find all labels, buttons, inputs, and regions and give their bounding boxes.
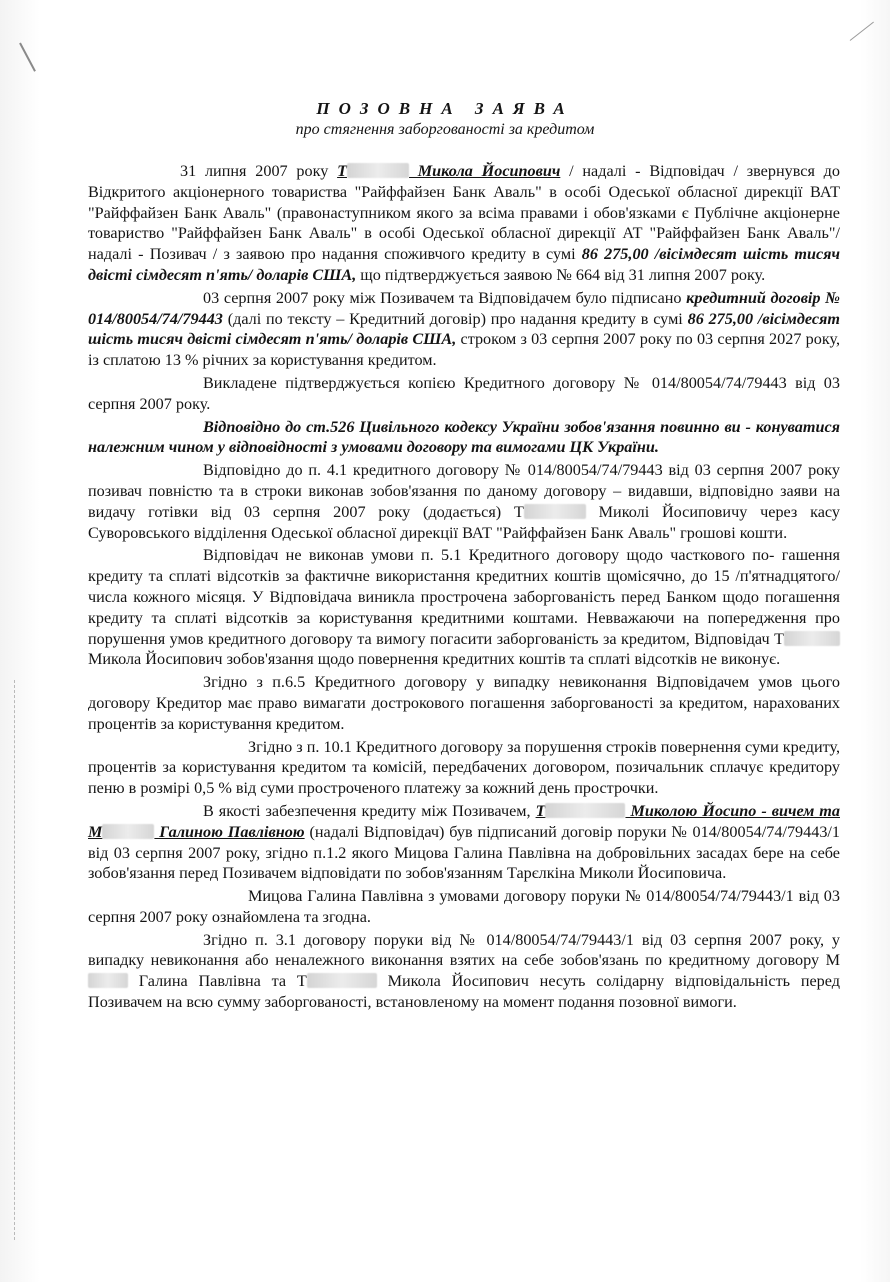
document-title: ПОЗОВНА ЗАЯВА (316, 99, 574, 118)
redacted-surname (88, 973, 128, 988)
scan-mark-right (850, 22, 874, 41)
redacted-surname (347, 163, 409, 178)
redacted-surname (524, 504, 586, 519)
loan-amount-2: 86 275,00 /вісімдесят шість тисяч двісті сімдесят п'ять/ доларів США, (88, 309, 840, 349)
paragraph-joint-liability: Згідно п. 3.1 договору поруки від № 014/80054/74/79443/1 від 03 серпня 2007 року, у випадку невиконання або неналежного виконання взятих на себе зобов'язань по кредитному договору М Галина Павлівна та Т Микола Йосипович несуть солідарну відповідальність перед Позивачем на всю сумму заборгованості, встановленому на момент подання позовної вимоги. (88, 930, 840, 1012)
loan-amount: 86 275,00 /вісімдесят шість тисяч двісті сімдесят п'ять/ доларів США, (88, 245, 840, 284)
paragraph-early-repayment: Згідно з п.6.5 Кредитного договору у випадку невиконання Відповідачем умов цього договору Кредитор має право вимагати дострокового погашення заборгованості за кредитом, нарахованих процентів за користування кредитом. (88, 673, 840, 733)
paragraph-agreement: 03 серпня 2007 року між Позивачем та Відповідачем було підписано кредитний договір № 014/80054/74/79443 (далі по тексту – Кредитний договір) про надання кредиту в сумі 86 275,00 /вісімдесят шість тисяч двісті сімдесят п'ять/ доларів США, строком з 03 серпня 2007 року по 03 серпня 2027 року, із сплатою 13 % річних за користування кредитом. (88, 288, 840, 370)
redacted-surname (307, 973, 377, 988)
redacted-surname (102, 824, 154, 839)
paragraph-penalty: Згідно з п. 10.1 Кредитного договору за порушення строків повернення суми кредиту, процентів за користування кредитом та комісій, передбачених договором, позичальник сплачує кредитору пеню в розмірі 0,5 % від суми простроченого платежу за кожний день прострочки. (88, 737, 840, 798)
paragraph-application: 31 липня 2007 року Т Микола Йосипович / надалі - Відповідач / звернувся до Відкритого акціонерного товариства "Райффайзен Банк Аваль" в особі Одеської обласної дирекції ВАТ "Райффайзен Банк Аваль" (правонаступником якого за всіма правами і обов'язками є Публічне акціонерне товариство "Райффайзен Банк Аваль" в особі Одеської обласної дирекції АТ "Райффайзен Банк Аваль"/ надалі - Позивач / з заявою про надання споживчого кредиту в сумі 86 275,00 /вісімдесят шість тисяч двісті сімдесят п'ять/ доларів США, що підтверджується заявою № 664 від 31 липня 2007 року. (88, 162, 840, 284)
paragraph-guarantor-consent: Мицова Галина Павлівна з умовами договору поруки № 014/80054/74/79443/1 від 03 серпня 2007 року ознайомлена та згодна. (88, 887, 840, 926)
paragraph-civil-code: Відповідно до ст.526 Цивільного кодексу України зобов'язання повинно ви - конуватися належним чином у відповідності з умовами договору та вимогами ЦК України. (88, 417, 840, 457)
page-edge-mark (14, 680, 21, 1240)
paragraph-default: Відповідач не виконав умови п. 5.1 Кредитного договору щодо часткового по- гашення кредиту та сплаті відсотків за фактичне використання кредитних коштів щомісячно, до 15 /п'ятнадцятого/ числа кожного місяця. У Відповідача виникла прострочена заборгованість перед Банком щодо погашення кредиту та сплаті відсотків за користування кредитними коштами. Невважаючи на попередження про порушення умов кредитного договору та вимогу погасити заборгованість за кредитом, Відповідач Т Микола Йосипович зобов'язання щодо повернення кредитних коштів та сплаті відсотків не виконує. (88, 546, 840, 669)
guarantor-names: Т Миколою Йосипо - вичем та М Галиною Павлівною (88, 801, 840, 841)
document-body (88, 161, 840, 1013)
paragraph-guarantee: В якості забезпечення кредиту між Позивачем, Т Миколою Йосипо - вичем та М Галиною Павлівною (надалі Відповідач) був підписаний договір поруки № 014/80054/74/79443/1 від 03 серпня 2007 року, згідно п.1.2 якого Мицова Галина Павлівна на добровільних засадах бере на себе зобов'язання перед Позивачем відповідати по зобов'язанням Тарєлкіна Миколи Йосиповича. (88, 801, 840, 883)
paragraph-confirmation: Викладене підтверджується копією Кредитного договору № 014/80054/74/79443 від 03 серпня 2007 року. (88, 373, 840, 413)
redacted-surname (545, 803, 625, 818)
scan-mark-left (19, 43, 36, 72)
paragraph-performance: Відповідно до п. 4.1 кредитного договору № 014/80054/74/79443 від 03 серпня 2007 року позивач повністю та в строки виконав зобов'язання по даному договору – видавши, відповідно заяви на видачу готівки від 03 серпня 2007 року (додається) Т Миколі Йосиповичу через касу Суворовського відділення Одеської обласної дирекції ВАТ "Райффайзен Банк Аваль" грошові кошти. (88, 461, 840, 542)
document-subtitle: про стягнення заборгованості за кредитом (295, 121, 595, 138)
redacted-surname (784, 631, 840, 646)
agreement-number: кредитний договір № 014/80054/74/79443 (88, 288, 840, 328)
defendant-name: Т Микола Йосипович (337, 162, 561, 180)
